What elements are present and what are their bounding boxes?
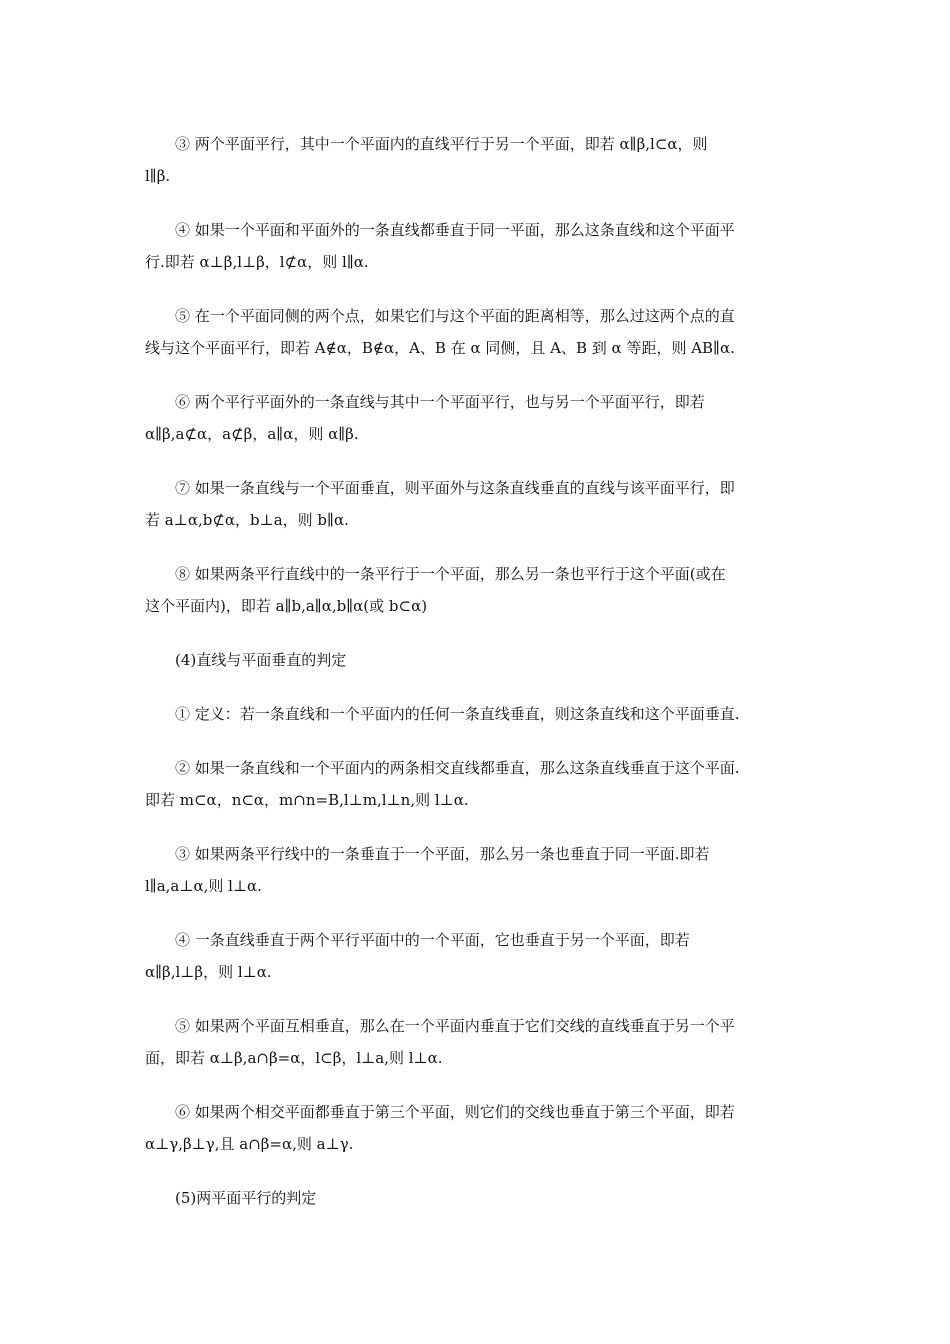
paragraph-3-parallel-lines-perpendicular — [145, 838, 810, 902]
text-line: ③ 两个平面平行，其中一个平面内的直线平行于另一个平面，即若 α∥β,l⊂α，则 — [175, 135, 708, 153]
text-line: ④ 一条直线垂直于两个平行平面中的一个平面，它也垂直于另一个平面，即若 — [175, 931, 690, 949]
paragraph-6-third-plane — [145, 1096, 810, 1160]
paragraph-4-parallel-planes-perpendicular — [145, 924, 810, 988]
paragraph-1-definition — [145, 698, 810, 730]
paragraph-6-parallel-planes-line — [145, 386, 810, 450]
text-line: ⑥ 两个平行平面外的一条直线与其中一个平面平行，也与另一个平面平行，即若 — [175, 393, 705, 411]
paragraph-2-intersecting-lines — [145, 752, 810, 816]
paragraph-8-parallel-lines — [145, 558, 810, 622]
text-line: 面，即若 α⊥β,a∩β=α，l⊂β，l⊥a,则 l⊥α. — [145, 1049, 443, 1067]
text-line: 这个平面内)，即若 a∥b,a∥α,b∥α(或 b⊂α) — [145, 597, 428, 615]
text-line: ⑤ 在一个平面同侧的两个点，如果它们与这个平面的距离相等，那么过这两个点的直 — [175, 307, 735, 325]
text-line: ③ 如果两条平行线中的一条垂直于一个平面，那么另一条也垂直于同一平面.即若 — [175, 845, 710, 863]
text-line: α∥β,l⊥β，则 l⊥α. — [145, 963, 272, 981]
text-line: α⊥γ,β⊥γ,且 a∩β=α,则 a⊥γ. — [145, 1135, 354, 1153]
section-heading-4 — [145, 644, 810, 676]
text-line: ① 定义：若一条直线和一个平面内的任何一条直线垂直，则这条直线和这个平面垂直. — [175, 705, 740, 723]
text-line: 即若 m⊂α，n⊂α，m∩n=B,l⊥m,l⊥n,则 l⊥α. — [145, 791, 469, 809]
text-line: ⑧ 如果两条平行直线中的一条平行于一个平面，那么另一条也平行于这个平面(或在 — [175, 565, 726, 583]
paragraph-7-perpendicular-line — [145, 472, 810, 536]
section-heading-5 — [145, 1182, 810, 1214]
paragraph-5-perpendicular-planes-intersection — [145, 1010, 810, 1074]
text-line: ⑥ 如果两个相交平面都垂直于第三个平面，则它们的交线也垂直于第三个平面，即若 — [175, 1103, 735, 1121]
paragraph-5-equidistant-points — [145, 300, 810, 364]
text-line: 行.即若 α⊥β,l⊥β，l⊄α，则 l∥α. — [145, 253, 369, 271]
paragraph-3-parallel-planes — [145, 128, 810, 192]
text-line: ④ 如果一个平面和平面外的一条直线都垂直于同一平面，那么这条直线和这个平面平 — [175, 221, 735, 239]
text-line: ② 如果一条直线和一个平面内的两条相交直线都垂直，那么这条直线垂直于这个平面. — [175, 759, 740, 777]
text-line: 线与这个平面平行，即若 A∉α，B∉α，A、B 在 α 同侧，且 A、B 到 α 等距，则 AB∥α. — [145, 339, 735, 357]
text-line: 若 a⊥α,b⊄α，b⊥a，则 b∥α. — [145, 511, 349, 529]
heading-line: (4)直线与平面垂直的判定 — [175, 651, 347, 669]
heading-line: (5)两平面平行的判定 — [175, 1189, 317, 1207]
text-line: ⑦ 如果一条直线与一个平面垂直，则平面外与这条直线垂直的直线与该平面平行，即 — [175, 479, 735, 497]
text-line: ⑤ 如果两个平面互相垂直，那么在一个平面内垂直于它们交线的直线垂直于另一个平 — [175, 1017, 735, 1035]
text-line: l∥β. — [145, 167, 171, 185]
text-line: l∥a,a⊥α,则 l⊥α. — [145, 877, 262, 895]
text-line: α∥β,a⊄α，a⊄β，a∥α，则 α∥β. — [145, 425, 359, 443]
paragraph-4-perpendicular-planes — [145, 214, 810, 278]
